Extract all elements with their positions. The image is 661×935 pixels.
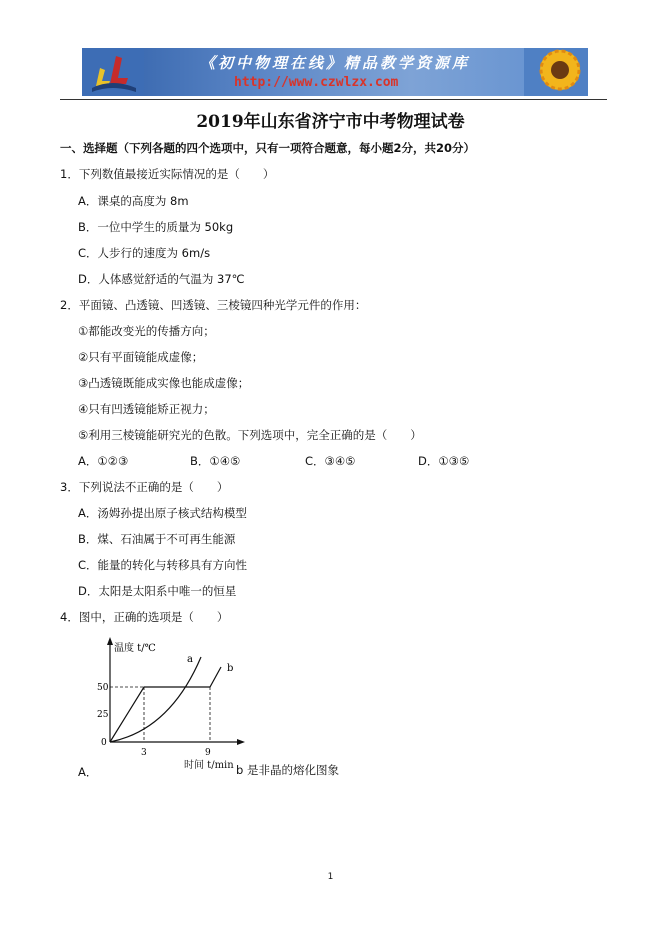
section-heading: 一、选择题（下列各题的四个选项中，只有一项符合题意，每小题2分，共20分）	[60, 141, 476, 155]
curve-a-label: a	[187, 654, 193, 665]
question-1-stem: 1．下列数值最接近实际情况的是（ ）	[60, 167, 275, 181]
curve-a	[110, 657, 201, 742]
question-2-option-a: A．①②③	[78, 454, 129, 468]
logo-icon	[82, 48, 144, 96]
question-2-item-1: ①都能改变光的传播方向；	[78, 324, 215, 338]
page-title: 2019年山东省济宁市中考物理试卷	[196, 112, 465, 132]
temperature-time-graph	[95, 635, 255, 775]
question-2-item-5: ⑤利用三棱镜能研究光的色散。下列选项中，完全正确的是（ ）	[78, 428, 422, 442]
question-1-option-d: D．人体感觉舒适的气温为 37℃	[78, 272, 245, 286]
question-1-option-c: C．人步行的速度为 6m/s	[78, 246, 211, 260]
question-2-option-c: C．③④⑤	[305, 454, 356, 468]
banner-title: 《初中物理在线》精品教学资源库	[200, 54, 471, 72]
x-axis-label: 时间 t/min	[184, 760, 234, 771]
x-tick-9: 9	[205, 748, 211, 758]
question-2-item-3: ③凸透镜既能成实像也能成虚像；	[78, 376, 250, 390]
question-2-stem: 2．平面镜、凸透镜、凹透镜、三棱镜四种光学元件的作用：	[60, 298, 367, 312]
question-1-option-a: A．课桌的高度为 8m	[78, 194, 189, 208]
question-3-option-a: A．汤姆孙提出原子核式结构模型	[78, 506, 247, 520]
question-3-option-c: C．能量的转化与转移具有方向性	[78, 558, 248, 572]
header-banner	[82, 48, 588, 96]
curve-b-label: b	[227, 663, 234, 674]
curve-b	[110, 667, 221, 742]
question-2-item-4: ④只有凹透镜能矫正视力；	[78, 402, 215, 416]
page-number: 1	[327, 872, 334, 882]
header-rule	[60, 99, 607, 100]
banner-url: http://www.czwlzx.com	[234, 75, 399, 90]
y-tick-25: 25	[97, 710, 109, 720]
question-2-item-2: ②只有平面镜能成虚像；	[78, 350, 204, 364]
x-axis-arrow	[237, 739, 245, 745]
y-axis-arrow	[107, 637, 113, 645]
question-4-stem: 4．图中，正确的选项是（ ）	[60, 610, 229, 624]
question-4-option-a-text: b 是非晶的熔化图象	[236, 763, 339, 777]
y-tick-50: 50	[97, 683, 109, 693]
question-2-option-d: D．①③⑤	[418, 454, 470, 468]
question-3-stem: 3．下列说法不正确的是（ ）	[60, 480, 229, 494]
y-axis-label: 温度 t/℃	[114, 643, 156, 654]
question-2-option-b: B．①④⑤	[190, 454, 241, 468]
question-1-option-b: B．一位中学生的质量为 50kg	[78, 220, 234, 234]
question-3-option-d: D．太阳是太阳系中唯一的恒星	[78, 584, 237, 598]
question-3-option-b: B．煤、石油属于不可再生能源	[78, 532, 236, 546]
x-tick-3: 3	[141, 748, 147, 758]
question-4-option-a-prefix: A．	[78, 765, 98, 779]
sunflower-icon	[524, 48, 588, 96]
y-tick-0: 0	[101, 738, 107, 748]
